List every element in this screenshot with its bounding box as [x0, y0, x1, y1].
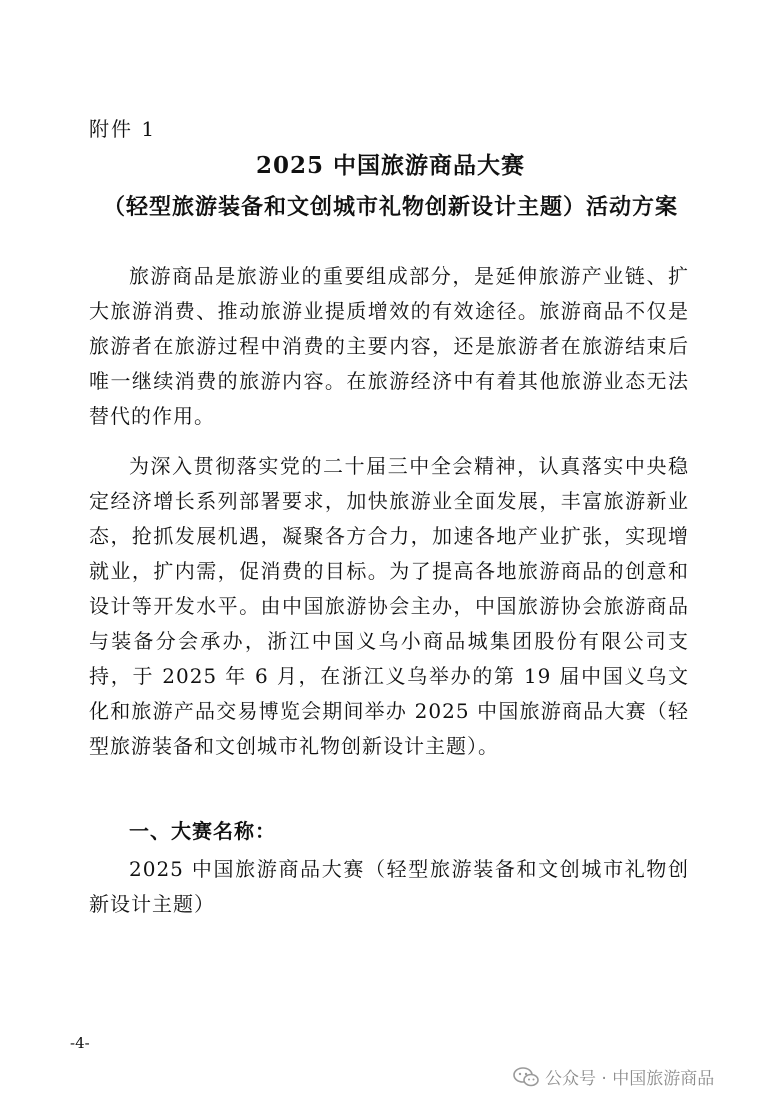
watermark: [513, 1064, 714, 1089]
section-heading: 一、大赛名称：: [129, 819, 276, 843]
attachment-label: 附件 1: [89, 117, 157, 141]
document-title: 2025 中国旅游商品大赛: [255, 152, 526, 179]
document-subtitle: （轻型旅游装备和文创城市礼物创新设计主题）活动方案: [102, 194, 678, 220]
intro-paragraph: 旅游商品是旅游业的重要组成部分，是延伸旅游产业链、扩大旅游消费、推动旅游业提质增效的有效途径。旅游商品不仅是旅游者在旅游过程中消费的主要内容，还是旅游者在旅游结束后唯一继续消费的旅游内容。在旅游经济中有着其他旅游业态无法替代的作用。: [89, 264, 689, 428]
section-text: 2025 中国旅游商品大赛（轻型旅游装备和文创城市礼物创新设计主题）: [89, 857, 689, 916]
background-paragraph: 为深入贯彻落实党的二十届三中全会精神，认真落实中央稳定经济增长系列部署要求，加快旅游业全面发展，丰富旅游新业态，抢抓发展机遇，凝聚各方合力，加速各地产业扩张，实现增就业，扩内需，促消费的目标。为了提高各地旅游商品的创意和设计等开发水平。由中国旅游协会主办，中国旅游协会旅游商品与装备分会承办，浙江中国义乌小商品城集团股份有限公司支持，于 2025 年 6 月，在浙江义乌举办的第 19 届中国义乌文化和旅游产品交易博览会期间举办 2025 中国旅游商品大赛（轻型旅游装备和文创城市礼物创新设计主题）。: [89, 454, 689, 758]
wechat-icon: [513, 1067, 539, 1087]
watermark-text: 公众号 · 中国旅游商品: [545, 1069, 715, 1089]
page-number: -4-: [70, 1034, 90, 1052]
